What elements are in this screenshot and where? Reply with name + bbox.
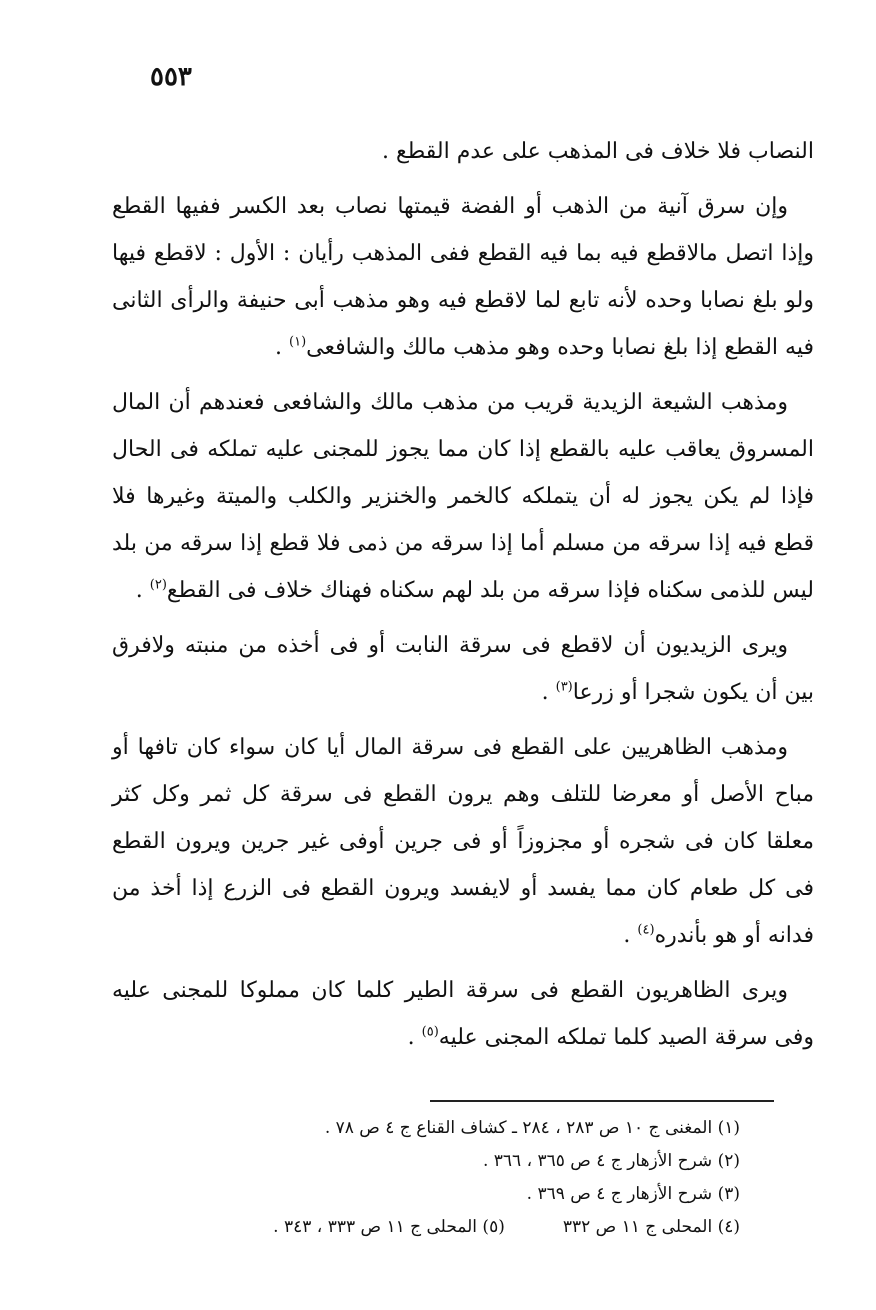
paragraph-text: ويرى الظاهريون القطع فى سرقة الطير كلما كان مملوكا للمجنى عليه وفى سرقة الصيد كلما تملكه المجنى عليه bbox=[112, 978, 814, 1050]
paragraph-2 bbox=[112, 183, 814, 371]
paragraph-end: . bbox=[623, 923, 638, 948]
footnote-1: (١) المغنى ج ١٠ ص ٢٨٣ ، ٢٨٤ ـ كشاف القناع ج ٤ ص ٧٨ . bbox=[324, 1118, 740, 1138]
footnote-ref-3[interactable]: (٣) bbox=[555, 679, 573, 695]
paragraph-end: . bbox=[135, 578, 150, 603]
footnote-2: (٢) شرح الأزهار ج ٤ ص ٣٦٥ ، ٣٦٦ . bbox=[482, 1151, 740, 1171]
paragraph-3 bbox=[112, 379, 814, 614]
footnote-ref-1[interactable]: (١) bbox=[289, 334, 307, 350]
paragraph-text: النصاب فلا خلاف فى المذهب على عدم القطع . bbox=[382, 139, 814, 164]
paragraph-text: ومذهب الشيعة الزيدية قريب من مذهب مالك والشافعى فعندهم أن المال المسروق يعاقب عليه بالقطع إذا كان مما يجوز للمجنى عليه تملكه فى الحال فإذا لم يكن يجوز له أن يتملكه كالخمر والخنزير والكلب والميتة وغيرها فلا قطع فيه إذا سرقه من مسلم أما إذا سرقه من ذمى فلا قطع إذا سرقه من بلد ليس للذمى سكناه فإذا سرقه من بلد لهم سكناه فهناك خلاف فى القطع bbox=[112, 390, 814, 603]
footnote-ref-2[interactable]: (٢) bbox=[149, 577, 167, 593]
paragraph-text: ومذهب الظاهريين على القطع فى سرقة المال أيا كان سواء كان تافها أو مباح الأصل أو معرضا للتلف وهم يرون القطع فى سرقة كل ثمر وكل كثر معلقا كان فى شجره أو مجزوزاً أو فى جرين أوفى غير جرين ويرون القطع فى كل طعام كان مما يفسد أو لايفسد ويرون القطع فى الزرع إذا أخذ من فدانه أو هو بأندره bbox=[112, 735, 814, 948]
footnote-ref-4[interactable]: (٤) bbox=[637, 922, 655, 938]
paragraph-end: . bbox=[275, 335, 289, 360]
paragraph-4 bbox=[112, 622, 814, 716]
footnote-separator bbox=[430, 1100, 774, 1102]
paragraph-6 bbox=[112, 967, 814, 1061]
footnote-5: (٥) المحلى ج ١١ ص ٣٣٣ ، ٣٤٣ . bbox=[273, 1217, 505, 1237]
paragraph-5 bbox=[112, 724, 814, 959]
footnote-4: (٤) المحلى ج ١١ ص ٣٣٢ bbox=[562, 1217, 740, 1237]
page-number: ٥٥٣ bbox=[150, 62, 192, 92]
paragraph-1 bbox=[112, 128, 814, 175]
paragraph-text: وإن سرق آنية من الذهب أو الفضة قيمتها نصاب بعد الكسر ففيها القطع وإذا اتصل مالاقطع فيه بما فيه القطع ففى المذهب رأيان : الأول : لاقطع فيها ولو بلغ نصابا وحده لأنه تابع لما لاقطع فيه وهو مذهب أبى حنيفة والرأى الثانى فيه القطع إذا بلغ نصابا وحده وهو مذهب مالك والشافعى bbox=[112, 194, 814, 360]
footnotes bbox=[160, 1112, 740, 1244]
body-text bbox=[112, 128, 814, 1061]
footnote-3: (٣) شرح الأزهار ج ٤ ص ٣٦٩ . bbox=[526, 1184, 740, 1204]
paragraph-end: . bbox=[541, 680, 556, 705]
footnote-row-4-5 bbox=[160, 1211, 740, 1244]
paragraph-end: . bbox=[407, 1025, 422, 1050]
paragraph-text: ويرى الزيديون أن لاقطع فى سرقة النابت أو فى أخذه من منبته ولافرق بين أن يكون شجرا أو زرعا bbox=[112, 633, 814, 705]
footnote-ref-5[interactable]: (٥) bbox=[421, 1024, 439, 1040]
